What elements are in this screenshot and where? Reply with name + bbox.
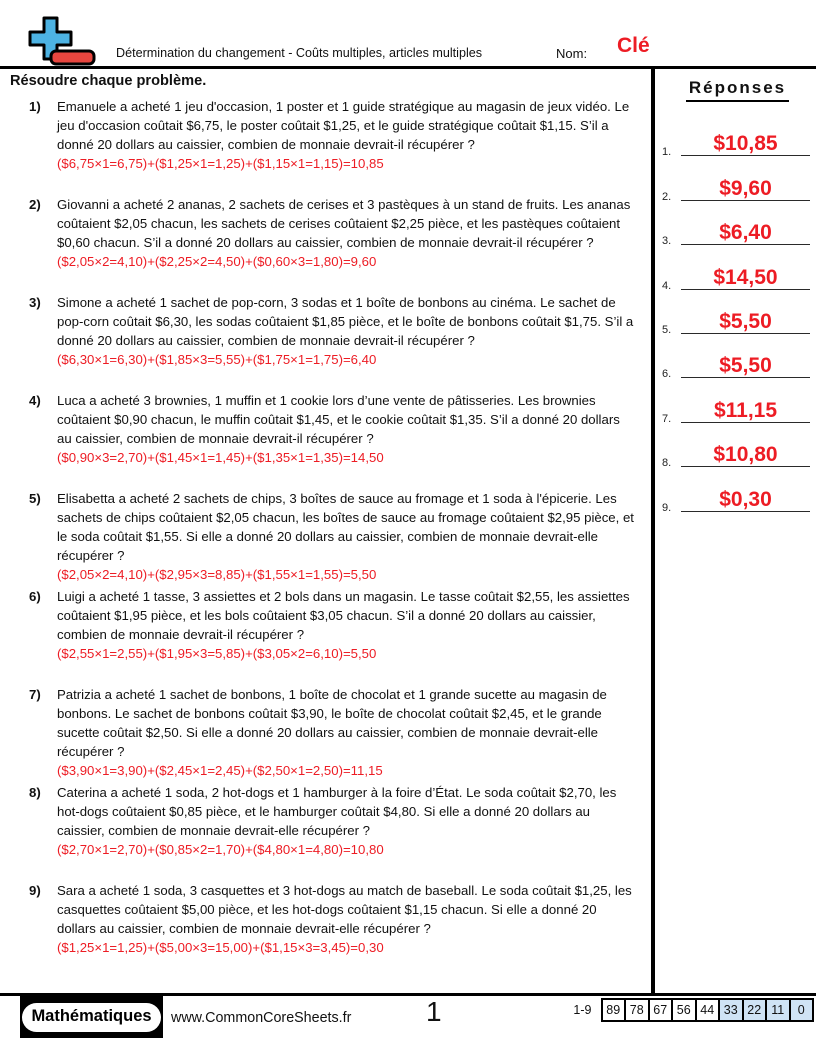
subject-label: Mathématiques <box>22 1003 160 1032</box>
answer-number: 7. <box>662 412 672 425</box>
problem-work: ($2,70×1=2,70)+($0,85×2=1,70)+($4,80×1=4,80)=10,80 <box>57 842 384 857</box>
problem-5 <box>0 489 650 587</box>
problem-number: 4) <box>29 393 41 408</box>
problem-number: 7) <box>29 687 41 702</box>
problem-work: ($0,90×3=2,70)+($1,45×1=1,45)+($1,35×1=1,35)=14,50 <box>57 450 384 465</box>
answer-6 <box>659 339 816 383</box>
answer-number: 9. <box>662 501 672 514</box>
answer-8 <box>659 428 816 472</box>
problem-9 <box>0 881 650 979</box>
answer-line <box>681 222 810 245</box>
answer-line <box>681 355 810 378</box>
answer-line <box>681 267 810 290</box>
problem-text: Patrizia a acheté 1 sachet de bonbons, 1 boîte de chocolat et 1 grande sucette au magasin de bonbons. Le sachet de bonbons coûtait $3,90, le boîte de chocolat coûtait $2,45, et le grande sucette coûtait $2,50. Si elle a donné 20 dollars au caissier, combien de monnaie devrait-elle récupérer ? <box>57 687 607 759</box>
answer-number: 3. <box>662 235 672 248</box>
score-cell: 44 <box>695 998 721 1022</box>
answer-2 <box>659 161 816 205</box>
page-number: 1 <box>426 996 442 1027</box>
answer-list <box>659 117 816 517</box>
answer-value: $14,50 <box>713 265 778 289</box>
answer-value: $11,15 <box>713 398 778 422</box>
problem-work: ($2,05×2=4,10)+($2,95×3=8,85)+($1,55×1=1,55)=5,50 <box>57 567 377 582</box>
score-cell: 22 <box>742 998 768 1022</box>
answers-divider <box>651 69 655 993</box>
score-cell: 0 <box>789 998 815 1022</box>
score-cell: 89 <box>601 998 627 1022</box>
problem-number: 2) <box>29 197 41 212</box>
answer-3 <box>659 206 816 250</box>
answer-line <box>681 133 810 156</box>
answer-value: $6,40 <box>719 221 772 245</box>
answer-value: $5,50 <box>719 309 772 333</box>
answer-5 <box>659 295 816 339</box>
problem-text: Luigi a acheté 1 tasse, 3 assiettes et 2 bols dans un magasin. Le tasse coûtait $2,55, les assiettes coûtaient $1,95 pièce, et les bols coûtaient $3,05 chacun. S’il a donné 20 dollars au caissier, combien de monnaie devrait-il récupérer ? <box>57 589 630 642</box>
score-cell: 33 <box>718 998 744 1022</box>
answer-key-label: Clé <box>617 34 650 57</box>
problem-3 <box>0 293 650 391</box>
problem-text: Simone a acheté 1 sachet de pop-corn, 3 sodas et 1 boîte de bonbons au cinéma. Le sachet de pop-corn coûtait $6,30, les sodas coûtaient $1,85 pièce, et le boîte de bonbons coûtait $1,75. S’il a donné 20 dollars au caissier, combien de monnaie devrait-il récupérer ? <box>57 295 634 348</box>
problem-work: ($6,75×1=6,75)+($1,25×1=1,25)+($1,15×1=1,15)=10,85 <box>57 156 384 171</box>
answer-line <box>681 178 810 201</box>
problem-work: ($1,25×1=1,25)+($5,00×3=15,00)+($1,15×3=3,45)=0,30 <box>57 940 384 955</box>
instructions: Résoudre chaque problème. <box>10 73 207 89</box>
problem-number: 3) <box>29 295 41 310</box>
problem-4 <box>0 391 650 489</box>
answer-number: 6. <box>662 368 672 381</box>
problem-text: Giovanni a acheté 2 ananas, 2 sachets de cerises et 3 pastèques à un stand de fruits. Les ananas coûtaient $2,05 chacun, les sachets de cerises coûtaient $2,25 pièce, et les pastèques coûtaient $0,60 chacun. S’il a donné 20 dollars au caissier, combien de monnaie devrait-il récupérer ? <box>57 197 631 250</box>
problem-work: ($3,90×1=3,90)+($2,45×1=2,45)+($2,50×1=2,50)=11,15 <box>57 763 383 778</box>
problem-number: 8) <box>29 785 41 800</box>
problem-2 <box>0 195 650 293</box>
problem-number: 5) <box>29 491 41 506</box>
answer-line <box>681 489 810 512</box>
answer-number: 5. <box>662 323 672 336</box>
problem-text: Emanuele a acheté 1 jeu d'occasion, 1 poster et 1 guide stratégique au magasin de jeux vidéo. Le jeu d'occasion coûtait $6,75, le poster coûtait $1,25, et le guide stratégique coûtait $1,15. S’il a donné 20 dollars au caissier, combien de monnaie devrait-il récupérer ? <box>57 99 630 152</box>
problem-work: ($6,30×1=6,30)+($1,85×3=5,55)+($1,75×1=1,75)=6,40 <box>57 352 377 367</box>
problem-text: Caterina a acheté 1 soda, 2 hot-dogs et 1 hamburger à la foire d’État. Le soda coûtait $2,70, les hot-dogs coûtaient $0,85 pièce, et le hamburger coûtait $4,80. Si elle a donné 20 dollars au caissier, combien de monnaie devrait-elle récupérer ? <box>57 785 617 838</box>
problem-number: 9) <box>29 883 41 898</box>
plus-minus-logo <box>20 15 100 67</box>
answer-value: $9,60 <box>719 176 772 200</box>
answer-number: 1. <box>662 146 672 159</box>
answer-value: $5,50 <box>719 354 772 378</box>
problem-text: Elisabetta a acheté 2 sachets de chips, 3 boîtes de sauce au fromage et 1 soda à l'épicerie. Les sachets de chips coûtaient $2,05 chacun, les boîtes de sauce au fromage coûtaient $2,95 pièce, et le soda coûtait $1,55. Si elle a donné 20 dollars au caissier, combien de monnaie devrait-elle récupérer ? <box>57 491 634 563</box>
problem-6 <box>0 587 650 685</box>
answer-9 <box>659 472 816 516</box>
problem-work: ($2,05×2=4,10)+($2,25×2=4,50)+($0,60×3=1,80)=9,60 <box>57 254 377 269</box>
worksheet-title: Détermination du changement - Coûts multiples, articles multiples <box>116 46 483 60</box>
problem-list <box>0 97 650 979</box>
score-cell: 67 <box>648 998 674 1022</box>
answer-value: $10,85 <box>713 132 778 156</box>
score-cell: 56 <box>671 998 697 1022</box>
answer-number: 2. <box>662 190 672 203</box>
score-area <box>573 998 814 1022</box>
problem-number: 1) <box>29 99 41 114</box>
answer-line <box>681 444 810 467</box>
problem-8 <box>0 783 650 881</box>
answer-7 <box>659 383 816 427</box>
problem-work: ($2,55×1=2,55)+($1,95×3=5,85)+($3,05×2=6,10)=5,50 <box>57 646 377 661</box>
score-table <box>601 998 815 1022</box>
name-label: Nom: <box>556 46 588 61</box>
answer-number: 8. <box>662 457 672 470</box>
problem-7 <box>0 685 650 783</box>
problem-1 <box>0 97 650 195</box>
answer-line <box>681 311 810 334</box>
subject-badge <box>20 996 163 1038</box>
answer-4 <box>659 250 816 294</box>
answer-number: 4. <box>662 279 672 292</box>
website-url: www.CommonCoreSheets.fr <box>171 1010 352 1026</box>
answer-1 <box>659 117 816 161</box>
score-cell: 78 <box>624 998 650 1022</box>
answers-title: Réponses <box>686 78 789 102</box>
problem-number: 6) <box>29 589 41 604</box>
problem-text: Sara a acheté 1 soda, 3 casquettes et 3 hot-dogs au match de baseball. Le soda coûtait $1,25, les casquettes coûtaient $5,00 pièce, et les hot-dogs coûtaient $1,15 chacun. Si elle a donné 20 dollars au caissier, combien de monnaie devrait-elle récupérer ? <box>57 883 632 936</box>
answer-value: $0,30 <box>719 487 772 511</box>
answer-line <box>681 400 810 423</box>
score-range-label: 1-9 <box>573 1003 592 1017</box>
problem-text: Luca a acheté 3 brownies, 1 muffin et 1 cookie lors d’une vente de pâtisseries. Les brownies coûtaient $0,90 chacun, le muffin coûtait $1,45, et le cookie coûtait $1,35. S’il a donné 20 dollars au caissier, combien de monnaie devrait-il récupérer ? <box>57 393 620 446</box>
answer-value: $10,80 <box>713 443 778 467</box>
answers-column <box>659 69 816 517</box>
score-cell: 11 <box>765 998 791 1022</box>
